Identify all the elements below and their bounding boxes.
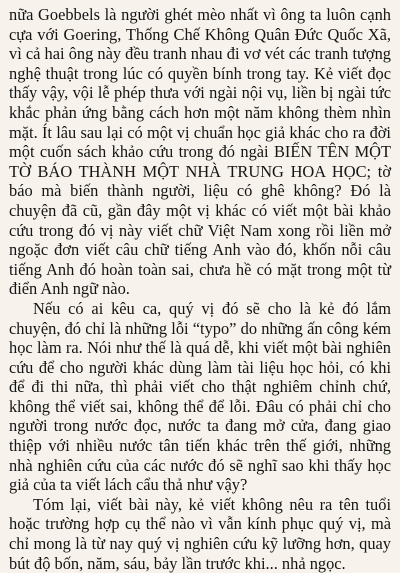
paragraph-1: nữa Goebbels là người ghét mèo nhất vì ông ta luôn cạnh cựa với Goering, Thống Chế Không Quân Đức Quốc Xã, vì cả hai ông này đều tranh nhau đi vơ vét các tranh tượng nghệ thuật trong lúc có quyền bính trong tay. Kẻ viết đọc thấy vậy, vội lễ phép thưa với ngài nội vụ, liền bị ngài tức khắc phản ứng bằng cách hơn một năm không thèm nhìn mặt. Ít lâu sau lại có một vị chuẩn học giả khác cho ra đời một cuốn sách khảo cứu trong đó ngài BIẾN TÊN MỘT TỜ BÁO THÀNH MỘT NHÀ TRUNG HOA HỌC; tờ báo mà biến thành người, liệu có ghê không? Đó là chuyện đã cũ, gần đây một vị khác có viết một bài khảo cứu trong đó vị này viết chữ Việt Nam xong rồi liền mở ngoặc đơn viết câu chữ tiếng Anh vào đó, khốn nỗi câu tiếng Anh đó hoàn toàn sai, chưa hề có mặt trong một từ điển Anh ngữ nào. <box>9 5 391 299</box>
paragraph-2: Nếu có ai kêu ca, quý vị đó sẽ cho là kẻ đó lắm chuyện, đó chỉ là những lỗi “typo” do những ấn công kém học làm ra. Nói như thế là quá dễ, khi viết một bài nghiên cứu để cho người khác dùng làm tài liệu học hỏi, có khi để đi thi nữa, thì phải viết cho thật nghiêm chỉnh chứ, không thể viết sai, không thể để lỗi. Đâu có phải chỉ cho người trong nước đọc, nước ta đang mở cửa, đang giao thiệp với nhiều nước tân tiến khác trên thế giới, những nhà nghiên cứu của các nước đó sẽ nghĩ sao khi thấy học giả của ta viết lách cẩu thả như vậy? <box>9 298 391 495</box>
paragraph-3: Tóm lại, viết bài này, kẻ viết không nêu ra tên tuổi hoặc trường hợp cụ thể nào vì vẫn kính phục quý vị, mà chỉ mong là từ nay quý vị nghiên cứu kỹ lưỡng hơn, quay bút độ bốn, năm, sáu, bảy lần trước khi... nhả ngọc. <box>9 494 391 573</box>
